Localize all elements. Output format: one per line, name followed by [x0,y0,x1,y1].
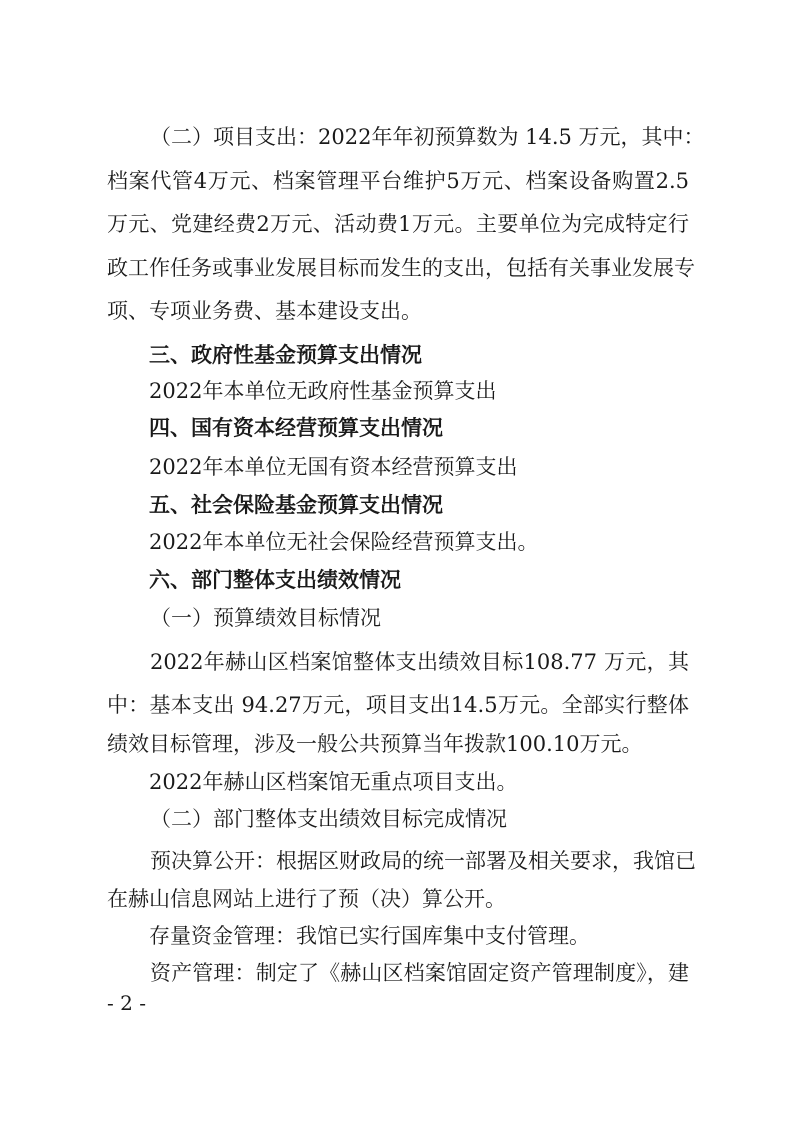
paragraph-line: 档案代管4万元、档案管理平台维护5万元、档案设备购置2.5 [107,169,689,193]
page-number: - 2 - [107,991,146,1015]
paragraph-line: 政工作任务或事业发展目标而发生的支出，包括有关事业发展专 [107,256,695,280]
paragraph-line: 中：基本支出 94.27万元，项目支出14.5万元。全部实行整体 [107,693,689,717]
subsection-heading: （一）预算绩效目标情况 [150,606,381,630]
section-heading: 五、社会保险基金预算支出情况 [149,493,443,517]
paragraph-line: 资产管理：制定了《赫山区档案馆固定资产管理制度》，建 [150,961,689,985]
paragraph-line: 存量资金管理：我馆已实行国库集中支付管理。 [149,924,590,948]
paragraph-line: 项、专项业务费、基本建设支出。 [107,299,422,323]
subsection-heading: （二）部门整体支出绩效目标完成情况 [150,807,507,831]
paragraph-line: 在赫山信息网站上进行了预（决）算公开。 [107,887,506,911]
paragraph-line: （二）项目支出：2022年年初预算数为 14.5 万元，其中： [150,125,705,149]
section-heading: 三、政府性基金预算支出情况 [149,343,422,367]
paragraph-line: 2022年赫山区档案馆无重点项目支出。 [149,770,518,794]
paragraph-line: 2022年本单位无国有资本经营预算支出 [149,455,518,479]
paragraph-line: 2022年赫山区档案馆整体支出绩效目标108.77 万元，其 [150,650,689,674]
paragraph-line: 绩效目标管理，涉及一般公共预算当年拨款100.10万元。 [107,732,643,756]
paragraph-line: 万元、党建经费2万元、活动费1万元。主要单位为完成特定行 [107,212,689,236]
paragraph-line: 2022年本单位无社会保险经营预算支出。 [149,530,539,554]
paragraph-line: 2022年本单位无政府性基金预算支出 [149,379,497,403]
section-heading: 六、部门整体支出绩效情况 [149,568,401,592]
paragraph-line: 预决算公开：根据区财政局的统一部署及相关要求，我馆已 [150,849,696,873]
section-heading: 四、国有资本经营预算支出情况 [149,416,443,440]
